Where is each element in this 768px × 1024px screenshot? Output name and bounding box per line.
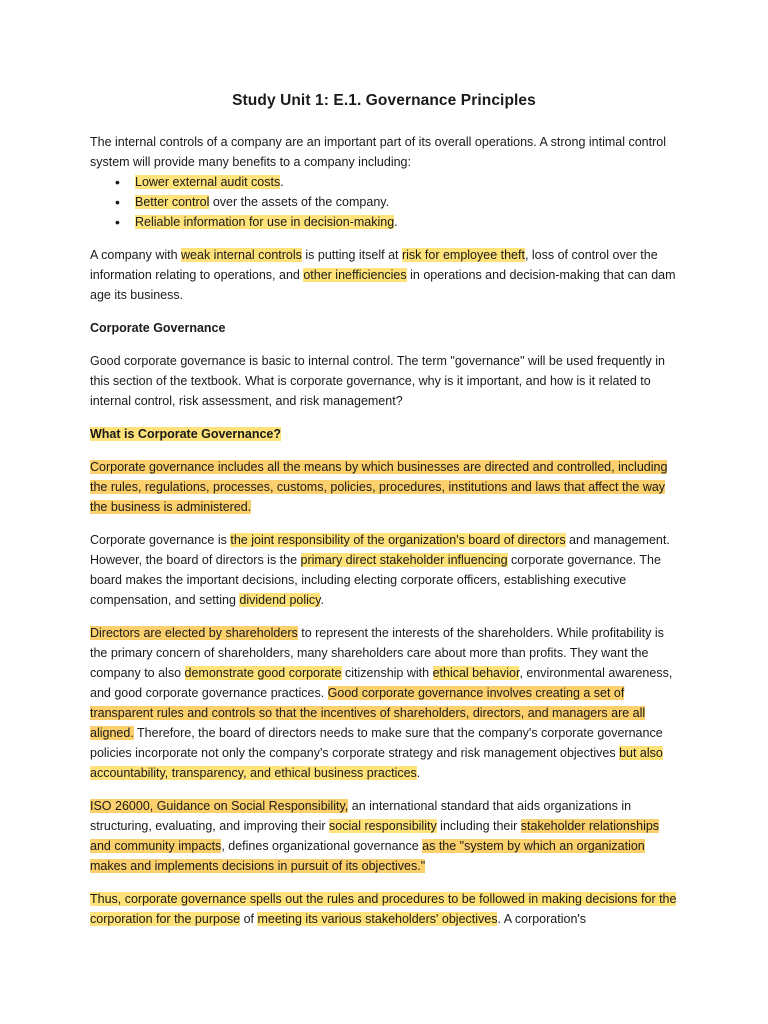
highlight: ISO 26000, Guidance on Social Responsibility, (90, 799, 349, 813)
rules-paragraph: Thus, corporate governance spells out the rules and procedures to be followed in making decisions for the corporation for the purpose of meeting its various stakeholders' objectives. A corporation's (90, 892, 677, 926)
highlight: Directors are elected by shareholders (90, 626, 298, 640)
highlight: but also accountability, transparency, and ethical business practices (90, 746, 663, 780)
definition-paragraph (90, 457, 678, 517)
highlight: weak internal controls (181, 248, 302, 262)
highlight: Lower external audit costs (135, 175, 281, 189)
document-title: Study Unit 1: E.1. Governance Principles (232, 92, 536, 109)
directors-paragraph: Directors are elected by shareholders to represent the interests of the shareholders. While profitability is the primary concern of shareholders, many shareholders care about more than profits. They want the company to also demonstrate good corporate citizenship with ethical behavior, environmental awareness, and good corporate governance practices. Good corporate governance involves creating a set of transparent rules and controls so that the incentives of shareholders, directors, and managers are all aligned. Therefore, the board of directors needs to make sure that the company's corporate governance policies incorporate not only the company's corporate strategy and risk management objectives but also accountability, transparency, and ethical business practices. (90, 626, 673, 780)
iso-paragraph: ISO 26000, Guidance on Social Responsibility, an international standard that aids organizations in structuring, evaluating, and improving their social responsibility including their stakeholder relationships and community impacts, defines organizational governance as the "system by which an organization makes and implements decisions in pursuit of its objectives." (90, 799, 660, 873)
list-item: • Better control over the assets of the company. (115, 192, 678, 212)
highlight: demonstrate good corporate (184, 666, 342, 680)
list-item: • Lower external audit costs. (115, 172, 678, 192)
intro-paragraph: The internal controls of a company are an important part of its overall operations. A strong intimal control system will provide many benefits to a company including: (90, 135, 666, 169)
highlight: What is Corporate Governance? (90, 427, 282, 441)
highlight: as the "system by which an organization makes and implements decisions in pursuit of its objectives." (90, 839, 645, 873)
benefits-list (90, 172, 678, 232)
weak-controls-paragraph: A company with weak internal controls is putting itself at risk for employee theft, loss of control over the information relating to operations, and other inefficiencies in operations and decision-making that can dam age its business. (90, 248, 676, 302)
highlight: Good corporate governance involves creating a set of transparent rules and controls so that the incentives of shareholders, directors, and managers are all aligned. (90, 686, 646, 740)
section-heading-what-is-cg (90, 424, 678, 444)
highlight: risk for employee theft (401, 248, 525, 262)
highlight: primary direct stakeholder influencing (300, 553, 508, 567)
highlight: social responsibility (329, 819, 437, 833)
highlight: the joint responsibility of the organization's board of directors (230, 533, 566, 547)
governance-intro-paragraph: Good corporate governance is basic to internal control. The term "governance" will be used frequently in this section of the textbook. What is corporate governance, why is it important, and how is it related to internal control, risk assessment, and risk management? (90, 354, 665, 408)
highlight: dividend policy (239, 593, 321, 607)
board-paragraph: Corporate governance is the joint responsibility of the organization's board of directors and management. However, the board of directors is the primary direct stakeholder influencing corporate governance. The board makes the important decisions, including electing corporate officers, establishing executive compensation, and setting dividend policy. (90, 533, 670, 607)
highlight: other inefficiencies (303, 268, 407, 282)
highlight: Better control (135, 195, 210, 209)
highlight: Reliable information for use in decision-making (135, 215, 395, 229)
highlight: stakeholder relationships and community impacts (90, 819, 660, 853)
highlight: Corporate governance includes all the means by which businesses are directed and controlled, including the rules, regulations, processes, customs, policies, procedures, institutions and laws that affect the way the business is administered. (90, 460, 668, 514)
list-item: • Reliable information for use in decision-making. (115, 212, 678, 232)
highlight: meeting its various stakeholders' objectives (257, 912, 498, 926)
highlight: ethical behavior (432, 666, 520, 680)
highlight: Thus, corporate governance spells out the rules and procedures to be followed in making decisions for the corporation for the purpose (90, 892, 677, 926)
section-heading-corporate-governance: Corporate Governance (90, 321, 226, 335)
